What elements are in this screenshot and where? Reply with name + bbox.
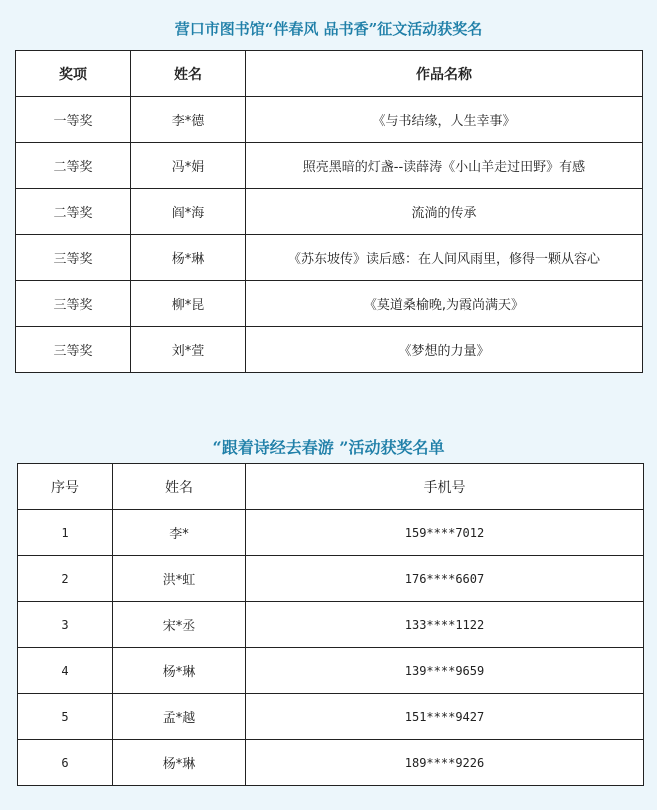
serial-cell: 1 bbox=[18, 510, 113, 556]
award-cell: 三等奖 bbox=[16, 327, 131, 373]
phone-cell: 189****9226 bbox=[246, 740, 644, 786]
work-cell: 《与书结缘，人生幸事》 bbox=[246, 97, 643, 143]
table-header-row bbox=[18, 464, 644, 510]
name-cell: 刘*萱 bbox=[131, 327, 246, 373]
work-cell: 《苏东坡传》读后感：在人间风雨里，修得一颗从容心 bbox=[246, 235, 643, 281]
poetry-event-table bbox=[17, 463, 644, 786]
table-row bbox=[18, 740, 644, 786]
award-cell: 一等奖 bbox=[16, 97, 131, 143]
name-cell: 孟*越 bbox=[113, 694, 246, 740]
header-award: 奖项 bbox=[16, 51, 131, 97]
name-cell: 柳*昆 bbox=[131, 281, 246, 327]
table-row bbox=[16, 189, 643, 235]
work-cell: 《莫道桑榆晚,为霞尚满天》 bbox=[246, 281, 643, 327]
serial-cell: 2 bbox=[18, 556, 113, 602]
serial-cell: 5 bbox=[18, 694, 113, 740]
work-cell: 流淌的传承 bbox=[246, 189, 643, 235]
table-row bbox=[16, 143, 643, 189]
essay-contest-title: 营口市图书馆“伴春风 品书香”征文活动获奖名 bbox=[174, 20, 483, 38]
serial-cell: 3 bbox=[18, 602, 113, 648]
table-row bbox=[18, 510, 644, 556]
table-row bbox=[16, 327, 643, 373]
table-row bbox=[16, 235, 643, 281]
name-cell: 杨*琳 bbox=[113, 740, 246, 786]
phone-cell: 139****9659 bbox=[246, 648, 644, 694]
table-header-row bbox=[16, 51, 643, 97]
header-phone: 手机号 bbox=[246, 464, 644, 510]
name-cell: 宋*丞 bbox=[113, 602, 246, 648]
name-cell: 杨*琳 bbox=[131, 235, 246, 281]
phone-cell: 133****1122 bbox=[246, 602, 644, 648]
table-row bbox=[18, 602, 644, 648]
phone-cell: 159****7012 bbox=[246, 510, 644, 556]
header-work-title: 作品名称 bbox=[246, 51, 643, 97]
name-cell: 阎*海 bbox=[131, 189, 246, 235]
serial-cell: 6 bbox=[18, 740, 113, 786]
header-name: 姓名 bbox=[113, 464, 246, 510]
name-cell: 李* bbox=[113, 510, 246, 556]
phone-cell: 151****9427 bbox=[246, 694, 644, 740]
header-name: 姓名 bbox=[131, 51, 246, 97]
award-cell: 二等奖 bbox=[16, 143, 131, 189]
name-cell: 李*德 bbox=[131, 97, 246, 143]
award-cell: 二等奖 bbox=[16, 189, 131, 235]
phone-cell: 176****6607 bbox=[246, 556, 644, 602]
header-serial-number: 序号 bbox=[18, 464, 113, 510]
table-row bbox=[18, 694, 644, 740]
name-cell: 洪*虹 bbox=[113, 556, 246, 602]
table-row bbox=[18, 556, 644, 602]
serial-cell: 4 bbox=[18, 648, 113, 694]
table-row bbox=[16, 281, 643, 327]
work-cell: 照亮黑暗的灯盏--读薛涛《小山羊走过田野》有感 bbox=[246, 143, 643, 189]
name-cell: 冯*娟 bbox=[131, 143, 246, 189]
work-cell: 《梦想的力量》 bbox=[246, 327, 643, 373]
award-cell: 三等奖 bbox=[16, 281, 131, 327]
poetry-event-title: “跟着诗经去春游 ”活动获奖名单 bbox=[212, 438, 445, 457]
table-row bbox=[18, 648, 644, 694]
award-cell: 三等奖 bbox=[16, 235, 131, 281]
essay-contest-table bbox=[15, 50, 643, 373]
table-row bbox=[16, 97, 643, 143]
name-cell: 杨*琳 bbox=[113, 648, 246, 694]
